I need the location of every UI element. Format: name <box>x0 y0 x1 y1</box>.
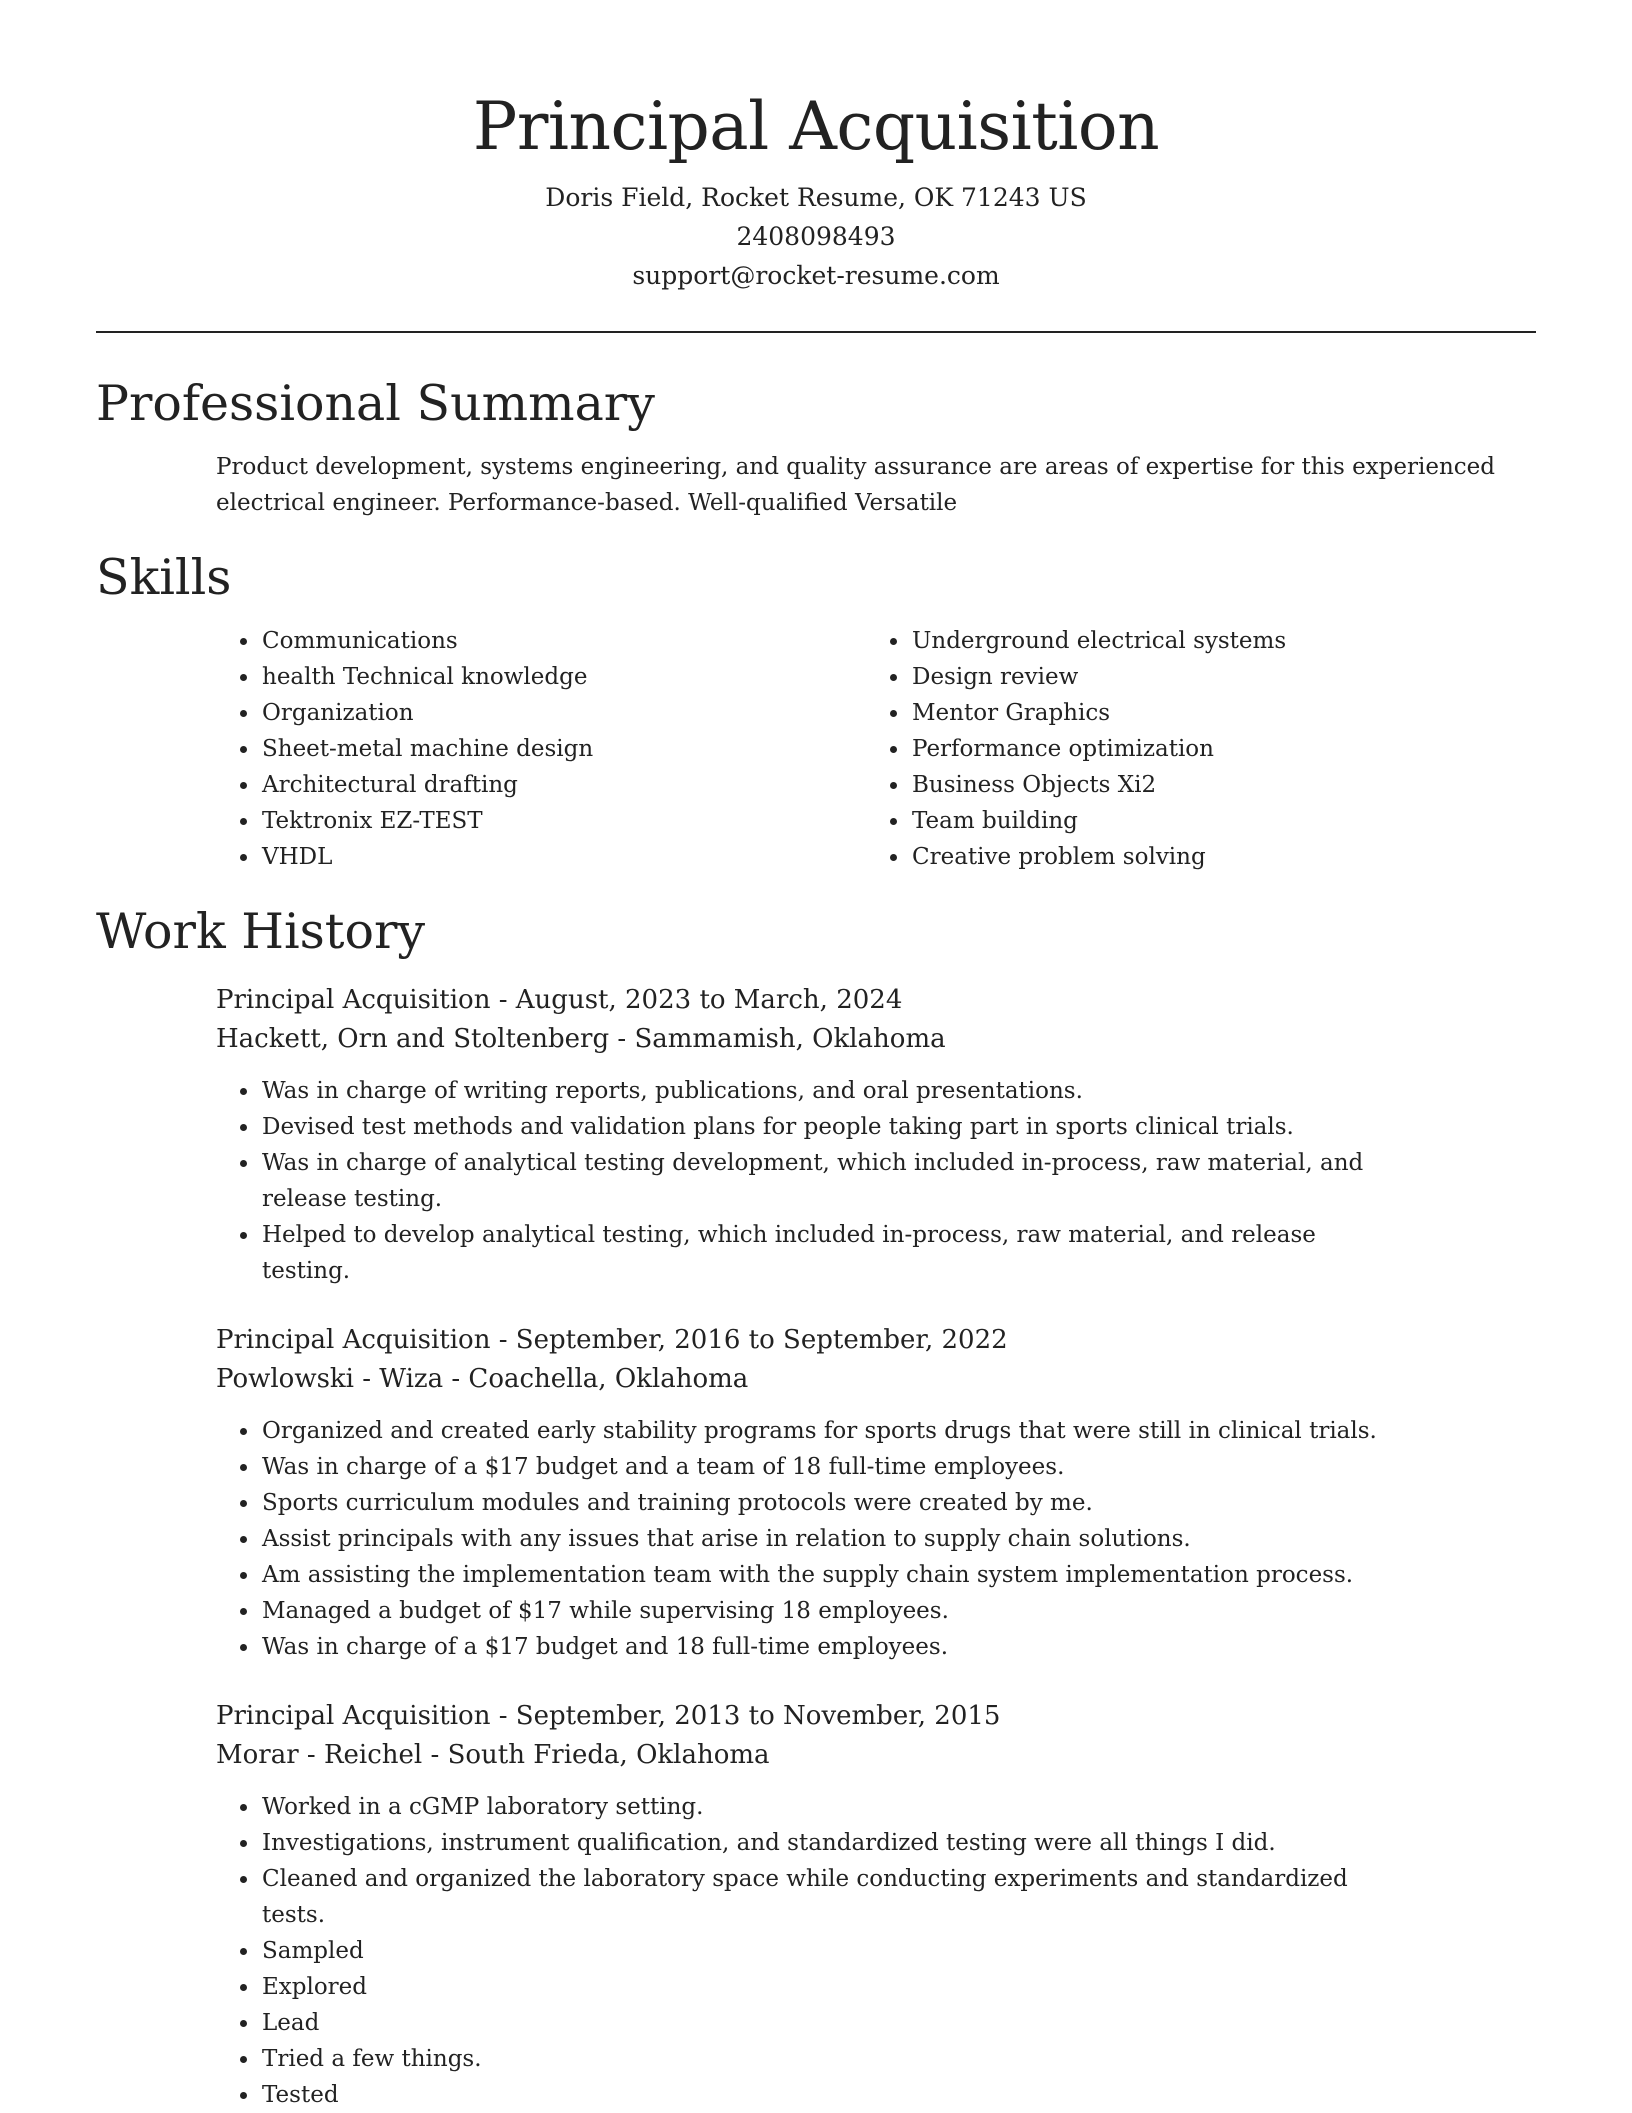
job-location: South Frieda, Oklahoma <box>447 1740 770 1770</box>
skills-heading: Skills <box>96 549 232 606</box>
skill-item: • Performance optimization <box>910 731 1536 767</box>
job-entry <box>96 1697 1536 2113</box>
job-entry <box>96 981 1536 1289</box>
job-company-line: Morar - Reichel - South Frieda, Oklahoma <box>216 1740 770 1770</box>
resume-header <box>96 0 1536 295</box>
job-location: Sammamish, Oklahoma <box>634 1024 946 1054</box>
job-company: Morar - Reichel <box>216 1740 423 1770</box>
job-bullet: • Am assisting the implementation team with the supply chain system implementation process. <box>260 1557 1396 1593</box>
skills-list-left <box>96 623 746 875</box>
job-title: Principal Acquisition <box>216 985 491 1015</box>
job-bullet: • Explored <box>260 1969 1396 2005</box>
job-bullet: • Was in charge of a $17 budget and 18 full-time employees. <box>260 1629 1396 1665</box>
job-bullet: • Helped to develop analytical testing, which included in-process, raw material, and release testing. <box>260 1217 1396 1289</box>
contact-address: Doris Field, Rocket Resume, OK 71243 US <box>545 183 1087 212</box>
skill-item: • Mentor Graphics <box>910 695 1536 731</box>
job-dates: August, 2023 to March, 2024 <box>515 985 903 1015</box>
job-bullet: • Tried a few things. <box>260 2041 1396 2077</box>
job-company: Hackett, Orn and Stoltenberg <box>216 1024 610 1054</box>
skill-item: • Organization <box>260 695 746 731</box>
skill-item: • Sheet-metal machine design <box>260 731 746 767</box>
job-bullet: • Assist principals with any issues that arise in relation to supply chain solutions. <box>260 1521 1396 1557</box>
job-bullets <box>96 1789 1396 2113</box>
resume-title: Principal Acquisition <box>472 88 1160 165</box>
job-title-line: Principal Acquisition - August, 2023 to March, 2024 <box>216 985 903 1015</box>
skill-item: • Underground electrical systems <box>910 623 1536 659</box>
skill-item: • Creative problem solving <box>910 839 1536 875</box>
job-bullet: • Devised test methods and validation plans for people taking part in sports clinical trials. <box>260 1109 1396 1145</box>
skills-columns <box>96 623 1536 875</box>
job-bullets <box>96 1413 1396 1665</box>
skill-item: • Team building <box>910 803 1536 839</box>
job-title-line: Principal Acquisition - September, 2013 to November, 2015 <box>216 1701 1001 1731</box>
job-bullet: • Tested <box>260 2077 1396 2113</box>
skill-item: • Tektronix EZ-TEST <box>260 803 746 839</box>
skill-item: • Business Objects Xi2 <box>910 767 1536 803</box>
contact-phone: 2408098493 <box>736 222 896 251</box>
header-divider <box>96 331 1536 333</box>
job-title: Principal Acquisition <box>216 1325 491 1355</box>
job-company-line: Powlowski - Wiza - Coachella, Oklahoma <box>216 1364 749 1394</box>
job-bullet: • Cleaned and organized the laboratory space while conducting experiments and standardized tests. <box>260 1861 1396 1933</box>
job-bullet: • Sports curriculum modules and training protocols were created by me. <box>260 1485 1396 1521</box>
job-dates: September, 2016 to September, 2022 <box>515 1325 1008 1355</box>
job-bullet: • Managed a budget of $17 while supervising 18 employees. <box>260 1593 1396 1629</box>
job-bullet: • Sampled <box>260 1933 1396 1969</box>
work-history-section <box>96 901 1536 2113</box>
skill-item: • Design review <box>910 659 1536 695</box>
skill-item: • health Technical knowledge <box>260 659 746 695</box>
resume-page <box>96 0 1536 2113</box>
skill-item: • VHDL <box>260 839 746 875</box>
contact-block <box>96 178 1536 295</box>
summary-text: Product development, systems engineering, and quality assurance are areas of expertise for this experienced electrical engineer. Performance-based. Well-qualified Versatile <box>216 454 1495 516</box>
job-title: Principal Acquisition <box>216 1701 491 1731</box>
job-company: Powlowski - Wiza <box>216 1364 444 1394</box>
skill-item: • Architectural drafting <box>260 767 746 803</box>
summary-section <box>96 373 1536 521</box>
job-company-line: Hackett, Orn and Stoltenberg - Sammamish, Oklahoma <box>216 1024 946 1054</box>
contact-email: support@rocket-resume.com <box>632 261 1000 290</box>
summary-heading: Professional Summary <box>96 375 655 432</box>
skill-item: • Communications <box>260 623 746 659</box>
skills-list-right <box>746 623 1536 875</box>
job-bullet: • Organized and created early stability programs for sports drugs that were still in clinical trials. <box>260 1413 1396 1449</box>
job-bullet: • Lead <box>260 2005 1396 2041</box>
job-bullet: • Was in charge of a $17 budget and a team of 18 full-time employees. <box>260 1449 1396 1485</box>
job-title-line: Principal Acquisition - September, 2016 to September, 2022 <box>216 1325 1008 1355</box>
job-bullets <box>96 1073 1396 1289</box>
job-bullet: • Was in charge of analytical testing development, which included in-process, raw material, and release testing. <box>260 1145 1396 1217</box>
job-bullet: • Was in charge of writing reports, publications, and oral presentations. <box>260 1073 1396 1109</box>
work-history-heading: Work History <box>96 903 426 960</box>
job-location: Coachella, Oklahoma <box>468 1364 749 1394</box>
job-bullet: • Worked in a cGMP laboratory setting. <box>260 1789 1396 1825</box>
job-entry <box>96 1321 1536 1665</box>
job-bullet: • Investigations, instrument qualification, and standardized testing were all things I did. <box>260 1825 1396 1861</box>
job-dates: September, 2013 to November, 2015 <box>515 1701 1001 1731</box>
skills-section <box>96 547 1536 875</box>
